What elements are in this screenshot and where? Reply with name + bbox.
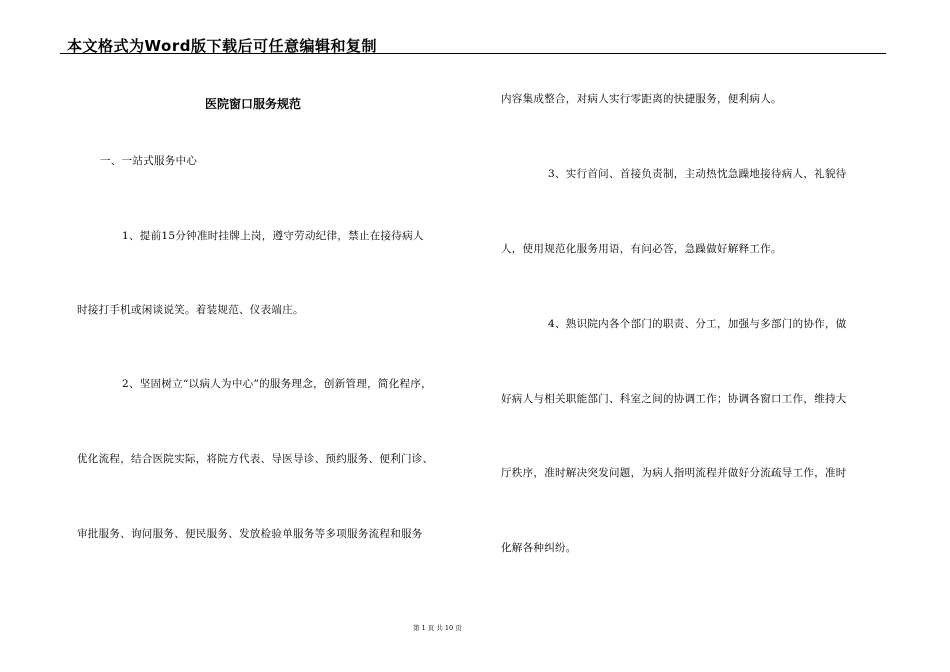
paragraph-line: 内容集成整合，对病人实行零距离的快捷服务，便利病人。: [501, 93, 782, 105]
paragraph-line: 3、实行首问、首接负责制，主动热忱急躁地接待病人，礼貌待: [548, 168, 847, 180]
header-divider: [60, 53, 886, 54]
paragraph-line: 好病人与相关职能部门、科室之间的协调工作；协调各窗口工作，维持大: [501, 393, 847, 405]
paragraph-line: 4、熟识院内各个部门的职责、分工，加强与多部门的协作，做: [548, 318, 847, 330]
paragraph-line: 化解各种纠纷。: [501, 542, 577, 554]
paragraph-line: 时接打手机或闲谈说笑。着装规范、仪表端庄。: [77, 304, 304, 316]
paragraph-line: 人，使用规范化服务用语，有问必答，急躁做好解释工作。: [501, 243, 782, 255]
paragraph-line: 厅秩序，准时解决突发问题，为病人指明流程并做好分流疏导工作，准时: [501, 467, 847, 479]
paragraph-line: 优化流程，结合医院实际，将院方代表、导医导诊、预约服务、便利门诊、: [77, 453, 434, 465]
paragraph-line: 2、坚固树立“以病人为中心”的服务理念，创新管理，简化程序，: [122, 378, 432, 390]
section-heading: 一、一站式服务中心: [100, 155, 198, 167]
document-title: 医院窗口服务规范: [205, 97, 302, 111]
document-header-banner: 本文格式为Word版下载后可任意编辑和复制: [67, 37, 377, 55]
paragraph-line: 审批服务、询问服务、便民服务、发放检验单服务等多项服务流程和服务: [77, 528, 423, 540]
page-number: 第 1 页 共 10 页: [413, 624, 462, 632]
paragraph-line: 1、提前15分钟准时挂牌上岗，遵守劳动纪律，禁止在接待病人: [122, 230, 424, 242]
